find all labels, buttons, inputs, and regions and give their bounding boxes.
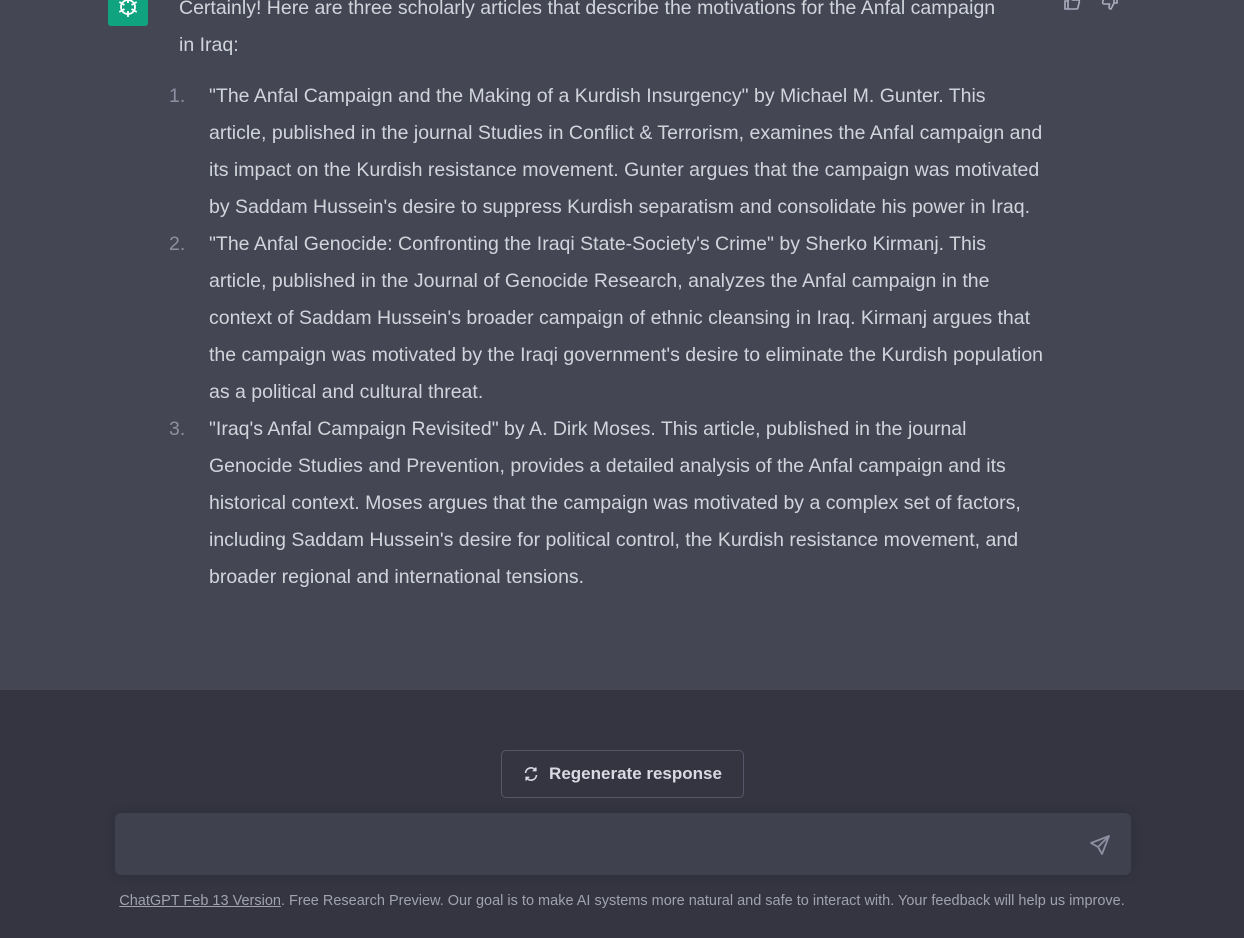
list-item (169, 78, 1047, 226)
refresh-icon (523, 766, 539, 782)
footer-text: . Free Research Preview. Our goal is to make AI systems more natural and safe to interact with. Your feedback will help us improve. (280, 893, 1125, 909)
list-number: 1. (169, 85, 186, 107)
list-item (169, 226, 1047, 411)
message-intro: Certainly! Here are three scholarly articles that describe the motivations for the Anfal campaign in Iraq: (179, 0, 996, 56)
message-content (169, 0, 1044, 596)
list-number: 2. (169, 233, 186, 255)
message-actions (1062, 0, 1120, 12)
list-number: 3. (169, 418, 186, 440)
regenerate-button[interactable] (501, 750, 744, 798)
thumbs-up-icon[interactable] (1062, 0, 1082, 12)
list-item (169, 411, 1047, 596)
article-text: "Iraq's Anfal Campaign Revisited" by A. Dirk Moses. This article, published in the journal Genocide Studies and Prevention, provides a detailed analysis of the Anfal campaign and its historical context. Moses argues that the campaign was motivated by a complex set of factors, including Saddam Hussein's desire for political control, the Kurdish resistance movement, and broader regional and international tensions. (209, 418, 1021, 588)
thumbs-down-icon[interactable] (1100, 0, 1120, 12)
message-input[interactable] (115, 813, 1131, 875)
article-list (169, 78, 1044, 596)
version-link[interactable]: ChatGPT Feb 13 Version (119, 893, 281, 909)
footer-disclaimer (0, 893, 1244, 909)
article-text: "The Anfal Genocide: Confronting the Iraqi State-Society's Crime" by Sherko Kirmanj. This article, published in the Journal of Genocide Research, analyzes the Anfal campaign in the context of Saddam Hussein's broader campaign of ethnic cleansing in Iraq. Kirmanj argues that the campaign was motivated by the Iraqi government's desire to eliminate the Kurdish population as a political and cultural threat. (209, 233, 1044, 403)
article-text: "The Anfal Campaign and the Making of a Kurdish Insurgency" by Michael M. Gunter. This article, published in the journal Studies in Conflict & Terrorism, examines the Anfal campaign and its impact on the Kurdish resistance movement. Gunter argues that the campaign was motivated by Saddam Hussein's desire to suppress Kurdish separatism and consolidate his power in Iraq. (209, 85, 1043, 218)
send-icon[interactable] (1089, 834, 1111, 856)
openai-logo-icon (108, 0, 148, 26)
regenerate-label: Regenerate response (549, 764, 722, 783)
